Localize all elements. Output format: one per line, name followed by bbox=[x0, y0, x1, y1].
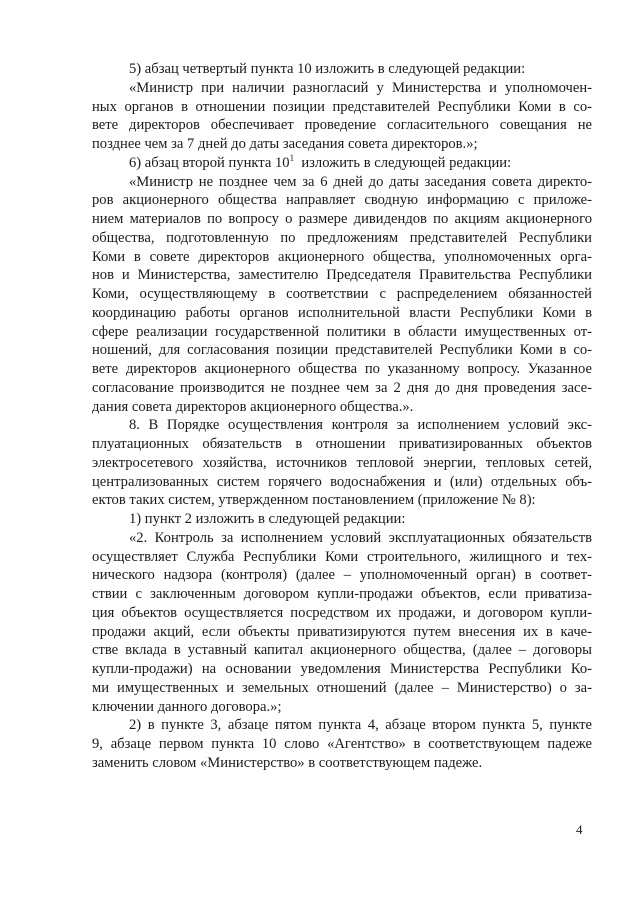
paragraph-line: нием материалов по вопросу о размере дивидендов по акциям акционерного bbox=[92, 211, 592, 227]
paragraph-line: плуатационных обязательств в отношении приватизированных объектов bbox=[92, 436, 592, 452]
paragraph-line: общества, подготовленную по предложениям представителей Республики bbox=[92, 229, 592, 246]
paragraph-line: Коми, осуществляющему в соответствии с распределением обязанностей bbox=[92, 286, 592, 302]
paragraph-line: электросетевого хозяйства, источников тепловой энергии, тепловых сетей, bbox=[92, 454, 592, 471]
paragraph-line: ных органов в отношении позиции представителей Республики Коми в со- bbox=[92, 98, 592, 115]
paragraph-line: позднее чем за 7 дней до даты заседания совета директоров.»; bbox=[92, 136, 478, 152]
paragraph-line: заменить словом «Министерство» в соответствующем падеже. bbox=[92, 754, 483, 771]
paragraph-line: осуществляет Служба Республики Коми строительного, жилищного и тех- bbox=[92, 548, 592, 565]
paragraph-line: купли-продажи) на основании уведомления Министерства Республики Ко- bbox=[92, 661, 592, 677]
paragraph-line: стве вклада в уставный капитал акционерного общества, (далее – договоры bbox=[92, 642, 592, 659]
paragraph-text: изложить в следующей редакции: bbox=[301, 154, 512, 171]
paragraph-line: централизованных систем горячего водоснабжения и (или) отдельных объ- bbox=[92, 473, 592, 490]
superscript-number: 1 bbox=[289, 152, 295, 163]
paragraph-line: нов и Министерства, заместителю Председателя Правительства Республики bbox=[92, 267, 592, 284]
paragraph-line: ношений, для согласования позиции представителей Республики Коми в со- bbox=[92, 342, 592, 359]
paragraph-line: 5) абзац четвертый пункта 10 изложить в следующей редакции: bbox=[129, 61, 526, 77]
paragraph-line: 8. В Порядке осуществления контроля за исполнением условий экс- bbox=[129, 417, 592, 434]
paragraph-line: ектов таких систем, утвержденном постановлением (приложение № 8): bbox=[92, 492, 536, 509]
paragraph-line: 2) в пункте 3, абзаце пятом пункта 4, абзаце втором пункта 5, пункте bbox=[129, 717, 592, 734]
page-number: 4 bbox=[576, 822, 583, 837]
paragraph-line: нического надзора (контроля) (далее – уполномоченный орган) в соответ- bbox=[92, 567, 592, 584]
paragraph-line: дания совета директоров акционерного общества.». bbox=[92, 398, 414, 415]
paragraph-line: Коми в совете директоров акционерного общества, уполномоченных орга- bbox=[92, 248, 592, 265]
document-body bbox=[92, 60, 592, 773]
paragraph-line: ров акционерного общества направляет сводную информацию с приложе- bbox=[92, 192, 592, 209]
paragraph-line: «Министр при наличии разногласий у Министерства и уполномочен- bbox=[129, 79, 592, 96]
paragraph-line: 1) пункт 2 изложить в следующей редакции: bbox=[129, 511, 406, 527]
paragraph-line: ция объектов осуществляется посредством их продажи, и договором купли- bbox=[92, 604, 592, 621]
paragraph-line: сфере реализации государственной политики в области имущественных от- bbox=[92, 323, 592, 340]
paragraph-line: вете директоров обеспечивает проведение согласительного совещания не bbox=[92, 117, 592, 134]
paragraph-text: 6) абзац второй пункта 10 bbox=[129, 154, 290, 171]
paragraph-line: «2. Контроль за исполнением условий эксплуатационных обязательств bbox=[129, 529, 592, 546]
paragraph-line: вете директоров акционерного общества по указанному вопросу. Указанное bbox=[92, 361, 592, 377]
paragraph-line: координацию работы органов исполнительной власти Республики Коми в bbox=[92, 304, 592, 321]
paragraph-line: «Министр не позднее чем за 6 дней до даты заседания совета директо- bbox=[129, 173, 592, 190]
paragraph-line: продажи акций, если объекты приватизируются путем внесения их в каче- bbox=[92, 623, 592, 640]
paragraph-line: 9, абзаце первом пункта 10 слово «Агентство» в соответствующем падеже bbox=[92, 736, 592, 752]
paragraph-line-with-superscript bbox=[92, 154, 592, 173]
paragraph-line: ми имущественных и земельных отношений (далее – Министерство) о за- bbox=[92, 679, 592, 696]
paragraph-line: ствии с заключенным договором купли-продажи объектов, если приватиза- bbox=[92, 586, 592, 602]
paragraph-line: ключении данного договора.»; bbox=[92, 698, 282, 715]
paragraph-line: согласование производится не позднее чем за 2 дня до дня проведения засе- bbox=[92, 379, 592, 396]
